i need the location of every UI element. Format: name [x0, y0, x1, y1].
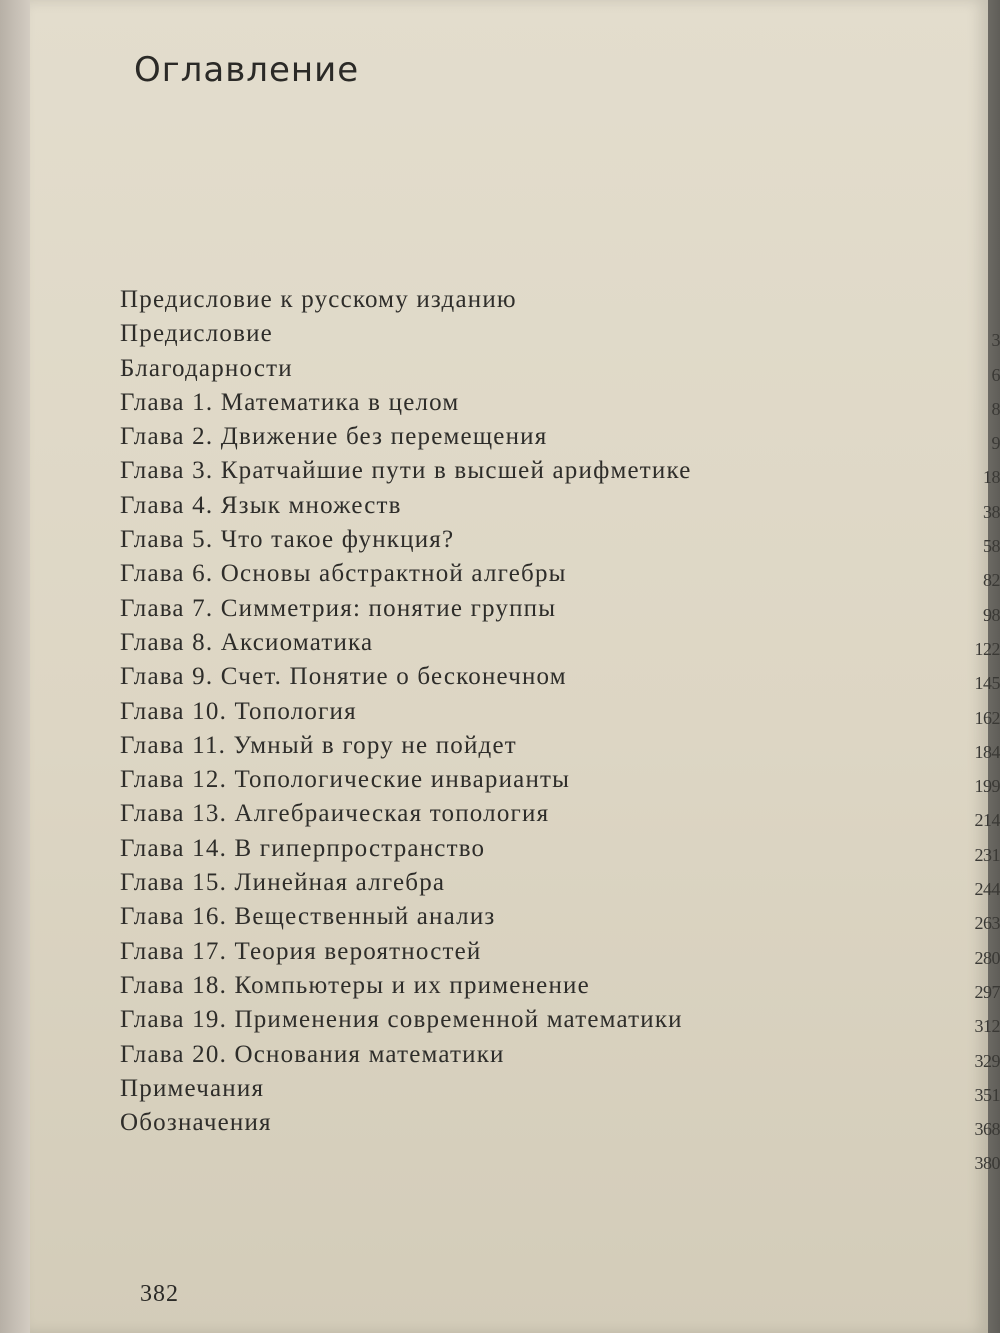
toc-row — [120, 386, 1000, 420]
toc-row — [120, 352, 1000, 386]
page-title: Оглавление — [134, 50, 360, 90]
toc-entry-label: Глава 9. Счет. Понятие о бесконечном — [120, 663, 567, 691]
toc-entry-label: Глава 3. Кратчайшие пути в высшей арифметике — [120, 457, 692, 485]
toc-entry-label: Обозначения — [120, 1109, 272, 1137]
toc-entry-page: 214 — [974, 810, 1000, 831]
toc-entry-page: 368 — [974, 1119, 1000, 1140]
toc-entry-label: Глава 11. Умный в гору не пойдет — [120, 731, 517, 759]
toc-entry-page: 280 — [974, 947, 1000, 968]
toc-row — [120, 935, 1000, 969]
toc-entry-page: 18 — [983, 467, 1000, 488]
toc-row — [120, 866, 1000, 900]
toc-entry-label: Благодарности — [120, 354, 293, 382]
page-number-footer: 382 — [140, 1281, 179, 1307]
toc-row — [120, 1106, 1000, 1140]
toc-row — [120, 729, 1000, 763]
toc-entry-label: Предисловие к русскому изданию — [120, 286, 517, 313]
toc-entry-page: 8 — [991, 398, 1000, 419]
toc-row — [120, 317, 1000, 351]
toc-entry-page: 58 — [983, 536, 1000, 557]
toc-entry-label: Глава 15. Линейная алгебра — [120, 869, 446, 897]
toc-entry-label: Глава 14. В гиперпространство — [120, 834, 486, 862]
toc-entry-label: Предисловие — [120, 320, 273, 348]
toc-entry-page: 184 — [974, 741, 1000, 762]
toc-row — [120, 660, 1000, 694]
toc-entry-page: 263 — [974, 913, 1000, 934]
toc-row — [120, 454, 1000, 488]
toc-entry-page: 122 — [974, 638, 1000, 659]
toc-entry-page: 145 — [974, 673, 1000, 694]
toc-row — [120, 557, 1000, 591]
toc-entry-label: Глава 13. Алгебраическая топология — [120, 800, 550, 828]
toc-entry-page: 6 — [991, 364, 1000, 385]
toc-entry-label: Глава 16. Вещественный анализ — [120, 903, 496, 931]
toc-entry-label: Глава 10. Топология — [120, 697, 357, 725]
book-page — [30, 0, 1000, 1333]
toc-entry-label: Глава 6. Основы абстрактной алгебры — [120, 560, 567, 588]
toc-entry-page: 231 — [974, 844, 1000, 865]
toc-entry-page: 3 — [991, 330, 1000, 351]
toc-entry-label: Глава 5. Что такое функция? — [120, 526, 455, 554]
toc-row — [120, 1140, 1000, 1174]
toc-entry-page: 98 — [983, 604, 1000, 625]
toc-entry-page: 9 — [991, 433, 1000, 454]
toc-row — [120, 763, 1000, 797]
toc-row — [120, 523, 1000, 557]
toc-entry-page: 162 — [974, 707, 1000, 728]
toc-entry-label: Глава 7. Симметрия: понятие группы — [120, 594, 557, 622]
toc-entry-label: Глава 2. Движение без перемещения — [120, 423, 548, 451]
toc-entry-page: 312 — [974, 1016, 1000, 1037]
toc-row — [120, 592, 1000, 626]
toc-row — [120, 626, 1000, 660]
toc-entry-page: 351 — [974, 1084, 1000, 1105]
toc-row — [120, 797, 1000, 831]
toc-entry-page: 329 — [974, 1050, 1000, 1071]
toc-row — [120, 1003, 1000, 1037]
table-of-contents — [120, 283, 1000, 1175]
toc-entry-label: Глава 4. Язык множеств — [120, 491, 402, 519]
toc-row — [120, 900, 1000, 934]
toc-entry-label: Глава 12. Топологические инварианты — [120, 766, 571, 794]
toc-row — [120, 283, 1000, 317]
toc-row — [120, 832, 1000, 866]
toc-row — [120, 489, 1000, 523]
toc-entry-page: 82 — [983, 570, 1000, 591]
toc-row — [120, 420, 1000, 454]
toc-row — [120, 695, 1000, 729]
toc-entry-label: Глава 20. Основания математики — [120, 1040, 505, 1068]
toc-entry-page: 244 — [974, 879, 1000, 900]
toc-entry-page: 380 — [974, 1153, 1000, 1174]
toc-row — [120, 1072, 1000, 1106]
toc-entry-label: Глава 1. Математика в целом — [120, 388, 460, 416]
toc-entry-label: Глава 8. Аксиоматика — [120, 628, 374, 656]
toc-entry-label: Глава 19. Применения современной математики — [120, 1006, 683, 1034]
toc-entry-page: 38 — [983, 501, 1000, 522]
toc-entry-page: 199 — [974, 776, 1000, 797]
toc-entry-label: Примечания — [120, 1074, 265, 1102]
toc-row — [120, 1038, 1000, 1072]
toc-entry-label: Глава 18. Компьютеры и их применение — [120, 971, 590, 999]
toc-entry-label: Глава 17. Теория вероятностей — [120, 937, 482, 965]
toc-row — [120, 969, 1000, 1003]
toc-entry-page: 297 — [974, 981, 1000, 1002]
